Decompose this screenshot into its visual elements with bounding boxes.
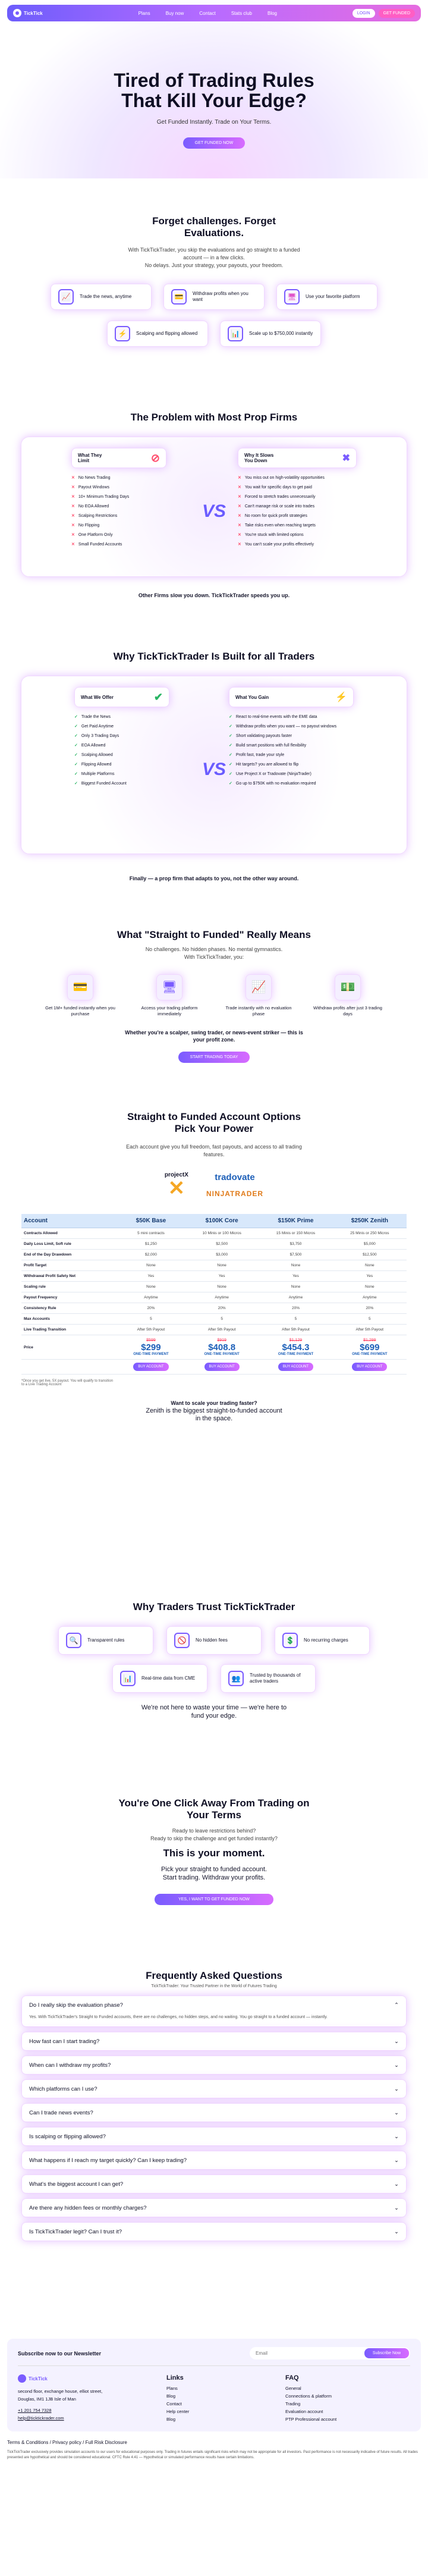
nav-link-plans[interactable]: Plans <box>138 10 150 16</box>
check-icon: ✓ <box>74 715 78 719</box>
problem-title: The Problem with Most Prop Firms <box>130 412 298 423</box>
straight-desc: No challenges. No hidden phases. No mental gymnastics. With TickTickTrader, you: <box>145 946 283 960</box>
footer-email[interactable]: help@ticktickrader.com <box>18 2415 64 2421</box>
table-cell: 10 Minis or 100 Micros <box>185 1228 259 1239</box>
footer-link[interactable]: Plans <box>166 2386 178 2391</box>
cross-icon: ✕ <box>71 504 75 509</box>
table-cell: $7,500 <box>259 1250 332 1260</box>
table-cell: 20% <box>117 1303 185 1314</box>
feature-card: ⚡ Scalping and flipping allowed <box>107 321 208 347</box>
footer-faq-link[interactable]: Evaluation account <box>285 2409 323 2414</box>
table-cell: 5 <box>185 1314 259 1325</box>
newsletter-label: Subscribe now to our Newsletter <box>18 2350 102 2357</box>
feature-card: 🖥 Use your favorite platform <box>276 284 377 310</box>
nav-link-stats-club[interactable]: Stats club <box>231 10 252 16</box>
table-cell: None <box>259 1260 332 1271</box>
faq-item[interactable]: What happens if I reach my target quickly? Can I keep trading? ⌄ <box>21 2151 407 2170</box>
list-item: ✕ One Platform Only <box>71 532 113 537</box>
brand-name: TickTick <box>24 10 43 16</box>
transparent-icon: 🔍 <box>66 1633 81 1648</box>
buy-account-button[interactable]: BUY ACCOUNT <box>352 1363 387 1371</box>
buy-cell <box>333 1360 407 1375</box>
footer <box>7 2339 421 2431</box>
table-row <box>21 1282 407 1292</box>
row-label: Max Accounts <box>21 1314 117 1325</box>
trust-footer: We're not here to waste your time — we're here to fund your edge. <box>141 1704 287 1720</box>
cross-mark-icon: ✖ <box>342 453 350 463</box>
old-price: $1,299 <box>363 1338 376 1342</box>
trust-card: 📊 Real-time data from CME <box>112 1664 207 1693</box>
cross-icon: ✕ <box>238 495 241 499</box>
list-item: ✓ Get Paid Anytime <box>74 724 114 729</box>
check-icon: ✓ <box>229 782 232 786</box>
buy-account-button[interactable]: BUY ACCOUNT <box>204 1363 240 1371</box>
table-cell: 15 Minis or 150 Micros <box>259 1228 332 1239</box>
table-cell: None <box>259 1282 332 1292</box>
faq-item[interactable]: Are there any hidden fees or monthly charges? ⌄ <box>21 2198 407 2217</box>
list-item: ✕ You wait for specific days to get paid <box>238 485 312 490</box>
check-icon: ✓ <box>74 743 78 748</box>
footer-faq-link[interactable]: Connections & platform <box>285 2393 332 2399</box>
cross-icon: ✕ <box>238 514 241 518</box>
no-fees-icon: 🚫 <box>174 1633 190 1648</box>
cross-icon: ✕ <box>238 504 241 509</box>
table-note: *Once you get live, 5X payout. You will qualify to transition to a Live Trading Account <box>21 1379 114 1386</box>
table-cell: Yes <box>333 1271 407 1282</box>
faq-item[interactable]: Is TickTickTrader legit? Can I trust it? ⌄ <box>21 2222 407 2241</box>
new-price: $454.3 <box>282 1342 310 1353</box>
forbidden-icon: ⊘ <box>150 451 160 464</box>
cross-icon: ✕ <box>71 476 75 480</box>
list-item: ✓ Flipping Allowed <box>74 762 112 767</box>
list-item: ✓ Withdraw profits when you want — no payout windows <box>229 724 337 729</box>
table-cell: None <box>185 1282 259 1292</box>
straight-title: What "Straight to Funded" Really Means <box>117 929 311 940</box>
list-item: ✓ Trade the News <box>74 714 111 719</box>
table-cell: After 5th Payout <box>333 1325 407 1335</box>
chevron-down-icon: ⌄ <box>394 2133 399 2140</box>
feature-card: 💳 Withdraw profits when you want <box>163 284 265 310</box>
table-cell: $2,000 <box>117 1250 185 1260</box>
row-label: End of the Day Drawdown <box>21 1250 117 1260</box>
step-item: 🖥 Access your trading platform immediately <box>130 974 209 1017</box>
login-button[interactable]: LOGIN <box>353 9 375 18</box>
lightning-icon: ⚡ <box>115 326 130 341</box>
empty-cell <box>21 1360 117 1375</box>
brand-logo[interactable] <box>13 9 43 17</box>
row-label: Scaling rule <box>21 1282 117 1292</box>
list-item: ✓ Profit fast, trade your style <box>229 752 285 757</box>
logo-icon <box>13 9 21 17</box>
new-price: $299 <box>141 1342 161 1353</box>
list-item: ✕ You're stuck with limited options <box>238 532 304 537</box>
list-item: ✕ Small Funded Accounts <box>71 542 122 547</box>
table-cell: 20% <box>333 1303 407 1314</box>
logo-icon <box>18 2374 26 2383</box>
platform-icon: 🖥 <box>156 974 182 1000</box>
options-title: Straight to Funded Account Options Pick Your Power <box>127 1111 301 1134</box>
vs-label: VS <box>202 501 226 521</box>
list-item: ✕ No room for quick profit strategies <box>238 513 307 518</box>
trust-card: 🚫 No hidden fees <box>166 1626 262 1655</box>
list-item: ✕ Can't manage risk or scale into trades <box>238 504 315 509</box>
offer-header: What We Offer ✔ <box>74 687 169 707</box>
price-row <box>21 1335 407 1360</box>
why-title: Why TickTickTrader Is Built for all Traders <box>113 651 315 662</box>
chevron-down-icon: ⌄ <box>394 2038 399 2045</box>
chevron-down-icon: ⌄ <box>394 2180 399 2188</box>
footer-link[interactable]: Blog <box>166 2417 176 2422</box>
buy-cell <box>117 1360 185 1375</box>
table-cell: $1,250 <box>117 1239 185 1250</box>
check-icon: ✓ <box>229 743 232 748</box>
footer-faq-link[interactable]: General <box>285 2386 301 2391</box>
nav-link-blog[interactable]: Blog <box>267 10 277 16</box>
users-icon: 👥 <box>228 1671 244 1686</box>
click-body: Pick your straight to funded account. Start trading. Withdraw your profits. <box>161 1866 267 1881</box>
chevron-down-icon: ⌄ <box>394 2228 399 2235</box>
buy-account-button[interactable]: BUY ACCOUNT <box>133 1363 168 1371</box>
price-cell <box>259 1335 332 1360</box>
old-price: $919 <box>217 1338 226 1342</box>
legal-links[interactable]: Terms & Conditions / Privacy policy / Full Risk Disclosure <box>7 2440 127 2445</box>
cross-icon: ✕ <box>238 485 241 490</box>
chevron-down-icon: ⌄ <box>394 2062 399 2069</box>
table-cell: $3,000 <box>185 1250 259 1260</box>
step-item: 💳 Get 1M+ funded instantly when you purchase <box>41 974 119 1017</box>
faq-links-title: FAQ <box>285 2374 299 2382</box>
table-cell: $3,750 <box>259 1239 332 1250</box>
faq-title: Frequently Asked Questions <box>146 1970 282 1981</box>
get-funded-nav-button[interactable]: GET FUNDED <box>379 9 415 18</box>
table-row <box>21 1271 407 1282</box>
list-item: ✕ No Flipping <box>71 523 100 528</box>
cross-icon: ✕ <box>238 523 241 528</box>
list-item: ✕ Take risks even when reaching targets <box>238 523 316 528</box>
table-cell: 5 <box>117 1314 185 1325</box>
list-item: ✕ You miss out on high-volatility opportunities <box>238 475 325 480</box>
row-label: Price <box>21 1335 117 1360</box>
trust-section <box>0 1601 428 1797</box>
list-item: ✓ Use Project X or Tradovate (NinjaTrader) <box>229 771 311 776</box>
nav-link-buy-now[interactable]: Buy now <box>165 10 184 16</box>
row-label: Profit Target <box>21 1260 117 1271</box>
chevron-down-icon: ⌄ <box>394 2157 399 2164</box>
forget-title: Forget challenges. Forget Evaluations. <box>152 215 276 239</box>
feature-card: 📈 Trade the news, anytime <box>51 284 152 310</box>
newsletter-email-input[interactable] <box>251 2348 364 2358</box>
feature-card: 📊 Scale up to $750,000 instantly <box>220 321 321 347</box>
faq-section <box>0 1970 428 2339</box>
list-item: ✕ Scalping Restrictions <box>71 513 118 518</box>
table-cell: Yes <box>117 1271 185 1282</box>
faq-item[interactable]: How fast can I start trading? ⌄ <box>21 2032 407 2051</box>
footer-link[interactable]: Help center <box>166 2409 190 2414</box>
table-cell: 5 <box>259 1314 332 1325</box>
table-cell: $5,000 <box>333 1239 407 1250</box>
hero-section <box>0 0 428 178</box>
footer-link[interactable]: Contact <box>166 2401 182 2406</box>
list-item: ✓ Scalping Allowed <box>74 752 113 757</box>
gain-header: What You Gain ⚡ <box>229 687 354 707</box>
table-cell: 20% <box>185 1303 259 1314</box>
check-icon: ✓ <box>229 734 232 738</box>
check-icon: ✓ <box>229 724 232 729</box>
trust-card: 👥 Trusted by thousands of active traders <box>221 1664 316 1693</box>
vs-label: VS <box>202 760 226 779</box>
table-cell: $2,500 <box>185 1239 259 1250</box>
list-item: ✕ No News Trading <box>71 475 111 480</box>
check-icon: ✓ <box>74 734 78 738</box>
row-label: Contracts Allowed <box>21 1228 117 1239</box>
table-cell: Anytime <box>185 1292 259 1303</box>
table-cell: Yes <box>185 1271 259 1282</box>
step-item: 💵 Withdraw profits after just 3 trading days <box>309 974 387 1017</box>
dollar-icon: 💲 <box>282 1633 298 1648</box>
row-label: Payout Frequency <box>21 1292 117 1303</box>
forget-section <box>0 178 428 394</box>
cross-icon: ✕ <box>71 523 75 528</box>
list-item: ✕ 10+ Minimum Trading Days <box>71 494 130 499</box>
table-row <box>21 1260 407 1271</box>
problem-footer: Other Firms slow you down. TickTickTrader speeds you up. <box>138 592 290 598</box>
cross-icon: ✕ <box>71 542 75 547</box>
click-section <box>0 1797 428 1970</box>
footer-faq-link[interactable]: Trading <box>285 2401 301 2406</box>
slows-header: Why It Slows You Down ✖ <box>238 448 357 468</box>
wallet-icon: 💳 <box>171 289 187 305</box>
table-row <box>21 1228 407 1239</box>
check-icon: ✓ <box>74 724 78 729</box>
links-title: Links <box>166 2374 184 2382</box>
payment-tag: ONE-TIME PAYMENT <box>352 1353 388 1356</box>
list-item: ✓ EOA Allowed <box>74 743 106 748</box>
buy-account-button[interactable]: BUY ACCOUNT <box>278 1363 313 1371</box>
new-price: $699 <box>360 1342 380 1353</box>
list-item: ✕ Forced to stretch trades unnecessarily <box>238 494 316 499</box>
table-cell: None <box>185 1260 259 1271</box>
list-item: ✓ Biggest Funded Account <box>74 781 127 786</box>
straight-footer: Whether you're a scalper, swing trader, or news-event striker — this is your profit zone. <box>125 1030 303 1043</box>
new-price: $408.8 <box>208 1342 236 1353</box>
nav-link-contact[interactable]: Contact <box>199 10 216 16</box>
options-footer: Want to scale your trading faster? Zenith is the biggest straight-to-funded account in the space. <box>146 1400 282 1422</box>
table-cell: 25 Minis or 250 Micros <box>333 1228 407 1239</box>
faq-item[interactable]: When can I withdraw my profits? ⌄ <box>21 2056 407 2075</box>
chevron-down-icon: ⌄ <box>394 2109 399 2116</box>
table-row <box>21 1250 407 1260</box>
footer-logo[interactable]: TickTick <box>18 2374 166 2383</box>
problem-section <box>0 394 428 638</box>
cross-icon: ✕ <box>238 476 241 480</box>
pricing-table: Account $50K Base $100K Core $150K Prime $250K Zenith Contracts Allowed 5 mini contracts 10 Minis or 100 Micros 15 Minis or 150 Micros 25 Minis or 250 Micros Daily Loss Limit, Soft rule $1,250 $2,500 $3,750 $5,000 End of the Day Drawdown $2,000 $3,000 $7,500 $12,500 Profit Target None None None None Withdrawal Profit Safety Net Yes Yes Yes Yes Scaling rule None None None None Payout Frequency Anytime Anytime Anytime Anytime Consistency Rule 20% 20% 20% 20% Max Accounts 5 5 5 5 Live Trading Transition After 5th Payout After 5th Payout After 5th Payout After 5th Payout Price $599 $299 ONE-TIME PAYMENT $919 $408.8 ONE-TIME PAYMENT $1,129 $454.3 ONE-TIME PAYMENT $1,299 $699 ONE-TIME PAYMENT BUY ACCOUNT BUY ACCOUNT BUY ACCOUNT BUY ACCOUNT <box>0 1214 428 1375</box>
hero-subtitle: Get Funded Instantly. Trade on Your Terms. <box>156 119 272 125</box>
footer-faq-link[interactable]: PTP Professional account <box>285 2417 337 2422</box>
check-icon: ✓ <box>229 753 232 757</box>
data-icon: 📊 <box>120 1671 136 1686</box>
faq-answer: Yes. With TickTickTrader's Straight to Funded accounts, there are no challenges, no hidden steps, and no waiting. You go straight to a funded account — instantly. <box>29 2015 328 2019</box>
footer-link[interactable]: Blog <box>166 2393 176 2399</box>
table-cell: 5 mini contracts <box>117 1228 185 1239</box>
table-cell: After 5th Payout <box>185 1325 259 1335</box>
table-cell: Anytime <box>117 1292 185 1303</box>
faq-item[interactable]: Which platforms can I use? ⌄ <box>21 2079 407 2098</box>
table-row <box>21 1239 407 1250</box>
payment-tag: ONE-TIME PAYMENT <box>133 1353 169 1356</box>
table-cell: Anytime <box>259 1292 332 1303</box>
disclaimer: TickTickTrader exclusively provides simulation accounts to our users for educational purposes only. Trading in futures entails significant risks which may not be appropriate for all investors. Past performance is not necessarily indicative of future results. All trades presented are hypothetical and should be considered educational. CFTC Rule 4.41 — Hypothetical or simulated performance results have certain limitations. <box>7 2451 418 2459</box>
table-cell: None <box>117 1260 185 1271</box>
price-cell <box>333 1335 407 1360</box>
buy-cell <box>259 1360 332 1375</box>
check-icon: ✓ <box>229 715 232 719</box>
price-cell <box>117 1335 185 1360</box>
table-row <box>21 1325 407 1335</box>
table-cell: 5 <box>333 1314 407 1325</box>
table-cell: Yes <box>259 1271 332 1282</box>
footer-phone[interactable]: +1 201 754 7328 <box>18 2408 52 2413</box>
check-icon: ✓ <box>74 782 78 786</box>
why-section <box>0 638 428 917</box>
click-desc: Ready to leave restrictions behind? Ready to skip the challenge and get funded instantly? <box>150 1828 278 1841</box>
row-label: Withdrawal Profit Safety Net <box>21 1271 117 1282</box>
list-item: ✕ You can't scale your profits effectively <box>238 542 314 547</box>
table-cell: 20% <box>259 1303 332 1314</box>
faq-item-open[interactable]: Do I really skip the evaluation phase? ⌃ Yes. With TickTickTrader's Straight to Funded accounts, there are no challenges, no hidden steps, and no waiting. You go straight to a funded account — instantly. <box>21 1995 407 2027</box>
price-cell <box>185 1335 259 1360</box>
list-item: ✕ Payout Windows <box>71 485 110 490</box>
trust-title: Why Traders Trust TickTickTrader <box>133 1601 295 1612</box>
why-footer: Finally — a prop firm that adapts to you, not the other way around. <box>129 876 299 881</box>
cross-icon: ✕ <box>71 514 75 518</box>
list-item: ✓ Go up to $750K with no evaluation required <box>229 781 316 786</box>
chevron-down-icon: ⌄ <box>394 2204 399 2211</box>
cross-icon: ✕ <box>238 533 241 537</box>
row-label: Daily Loss Limit, Soft rule <box>21 1239 117 1250</box>
forget-desc: With TickTickTrader, you skip the evaluations and go straight to a funded account — in a few clicks. No delays. Just your strategy, your payouts, your freedom. <box>128 247 300 268</box>
table-cell: None <box>117 1282 185 1292</box>
table-cell: Anytime <box>333 1292 407 1303</box>
get-funded-now-button[interactable]: YES, I WANT TO GET FUNDED NOW <box>155 1894 273 1905</box>
list-item: ✓ Only 3 Trading Days <box>74 733 119 738</box>
projectx-logo: projectX ✕ <box>164 1172 188 1200</box>
hero-title: Tired of Trading Rules That Kill Your Edge? <box>114 70 314 111</box>
table-row <box>21 1314 407 1325</box>
buy-row <box>21 1360 407 1375</box>
faq-item[interactable]: Is scalping or flipping allowed? ⌄ <box>21 2127 407 2146</box>
list-item: ✓ React to real-time events with the EME data <box>229 714 317 719</box>
table-cell: After 5th Payout <box>117 1325 185 1335</box>
subscribe-button[interactable]: Subscribe Now <box>364 2348 409 2358</box>
payment-tag: ONE-TIME PAYMENT <box>204 1353 240 1356</box>
start-trading-button[interactable]: START TRADING TODAY <box>178 1052 250 1063</box>
old-price: $599 <box>146 1338 156 1342</box>
faq-item[interactable]: Can I trade news events? ⌄ <box>21 2103 407 2122</box>
cross-icon: ✕ <box>238 542 241 547</box>
list-item: ✓ Hit targets? you are allowed to flip <box>229 762 299 767</box>
limit-header: What They Limit ⊘ <box>71 448 166 468</box>
faq-item[interactable]: What's the biggest account I can get? ⌄ <box>21 2175 407 2194</box>
row-label: Live Trading Transition <box>21 1325 117 1335</box>
list-item: ✕ No EOA Allowed <box>71 504 109 509</box>
trust-card: 🔍 Transparent rules <box>58 1626 153 1655</box>
click-title: You're One Click Away From Trading on Your Terms <box>118 1797 310 1821</box>
scale-chart-icon: 📊 <box>228 326 243 341</box>
table-cell: None <box>333 1260 407 1271</box>
table-row <box>21 1303 407 1314</box>
trust-card: 💲 No recurring charges <box>275 1626 370 1655</box>
step-item: 📈 Trade instantly with no evaluation phase <box>219 974 298 1017</box>
options-section <box>0 1096 428 1601</box>
cash-icon: 💵 <box>335 974 361 1000</box>
table-row <box>21 1292 407 1303</box>
table-cell: $12,500 <box>333 1250 407 1260</box>
row-label: Consistency Rule <box>21 1303 117 1314</box>
card-icon: 💳 <box>67 974 93 1000</box>
cross-icon: ✕ <box>71 533 75 537</box>
top-nav <box>7 5 421 21</box>
check-icon: ✓ <box>74 772 78 776</box>
chart-icon: 📈 <box>246 974 272 1000</box>
list-item: ✓ Build smart positions with full flexibility <box>229 743 307 748</box>
cross-icon: ✕ <box>71 485 75 490</box>
faq-subtitle: TickTickTrader: Your Trusted Partner in the World of Futures Trading <box>151 1984 277 1988</box>
check-icon: ✓ <box>229 763 232 767</box>
monitor-icon: 🖥 <box>284 289 300 305</box>
check-icon: ✓ <box>74 753 78 757</box>
check-icon: ✓ <box>229 772 232 776</box>
list-item: ✓ Multiple Platforms <box>74 771 115 776</box>
lightning-icon: ⚡ <box>335 692 347 702</box>
chevron-down-icon: ⌄ <box>394 2085 399 2092</box>
old-price: $1,129 <box>289 1338 303 1342</box>
table-cell: After 5th Payout <box>259 1325 332 1335</box>
check-icon: ✓ <box>74 763 78 767</box>
cross-icon: ✕ <box>71 495 75 499</box>
tradovate-ninjatrader-logos: tradovate NINJATRADER <box>206 1172 264 1198</box>
table-cell: None <box>333 1282 407 1292</box>
straight-section <box>0 917 428 1096</box>
moment-title: This is your moment. <box>163 1847 265 1859</box>
footer-address: second floor, exchange house, elliot street, Douglas, IM1 1JB Isle of Man <box>18 2389 103 2402</box>
buy-cell <box>185 1360 259 1375</box>
hero-cta-button[interactable]: GET FUNDED NOW <box>183 137 245 149</box>
news-chart-icon: 📈 <box>58 289 74 305</box>
list-item: ✓ Short validating payouts faster <box>229 733 292 738</box>
checkmark-icon: ✔ <box>153 691 163 703</box>
payment-tag: ONE-TIME PAYMENT <box>278 1353 314 1356</box>
options-desc: Each account give you full freedom, fast payouts, and access to all trading features. <box>126 1144 302 1157</box>
chevron-up-icon: ⌃ <box>394 2002 399 2009</box>
